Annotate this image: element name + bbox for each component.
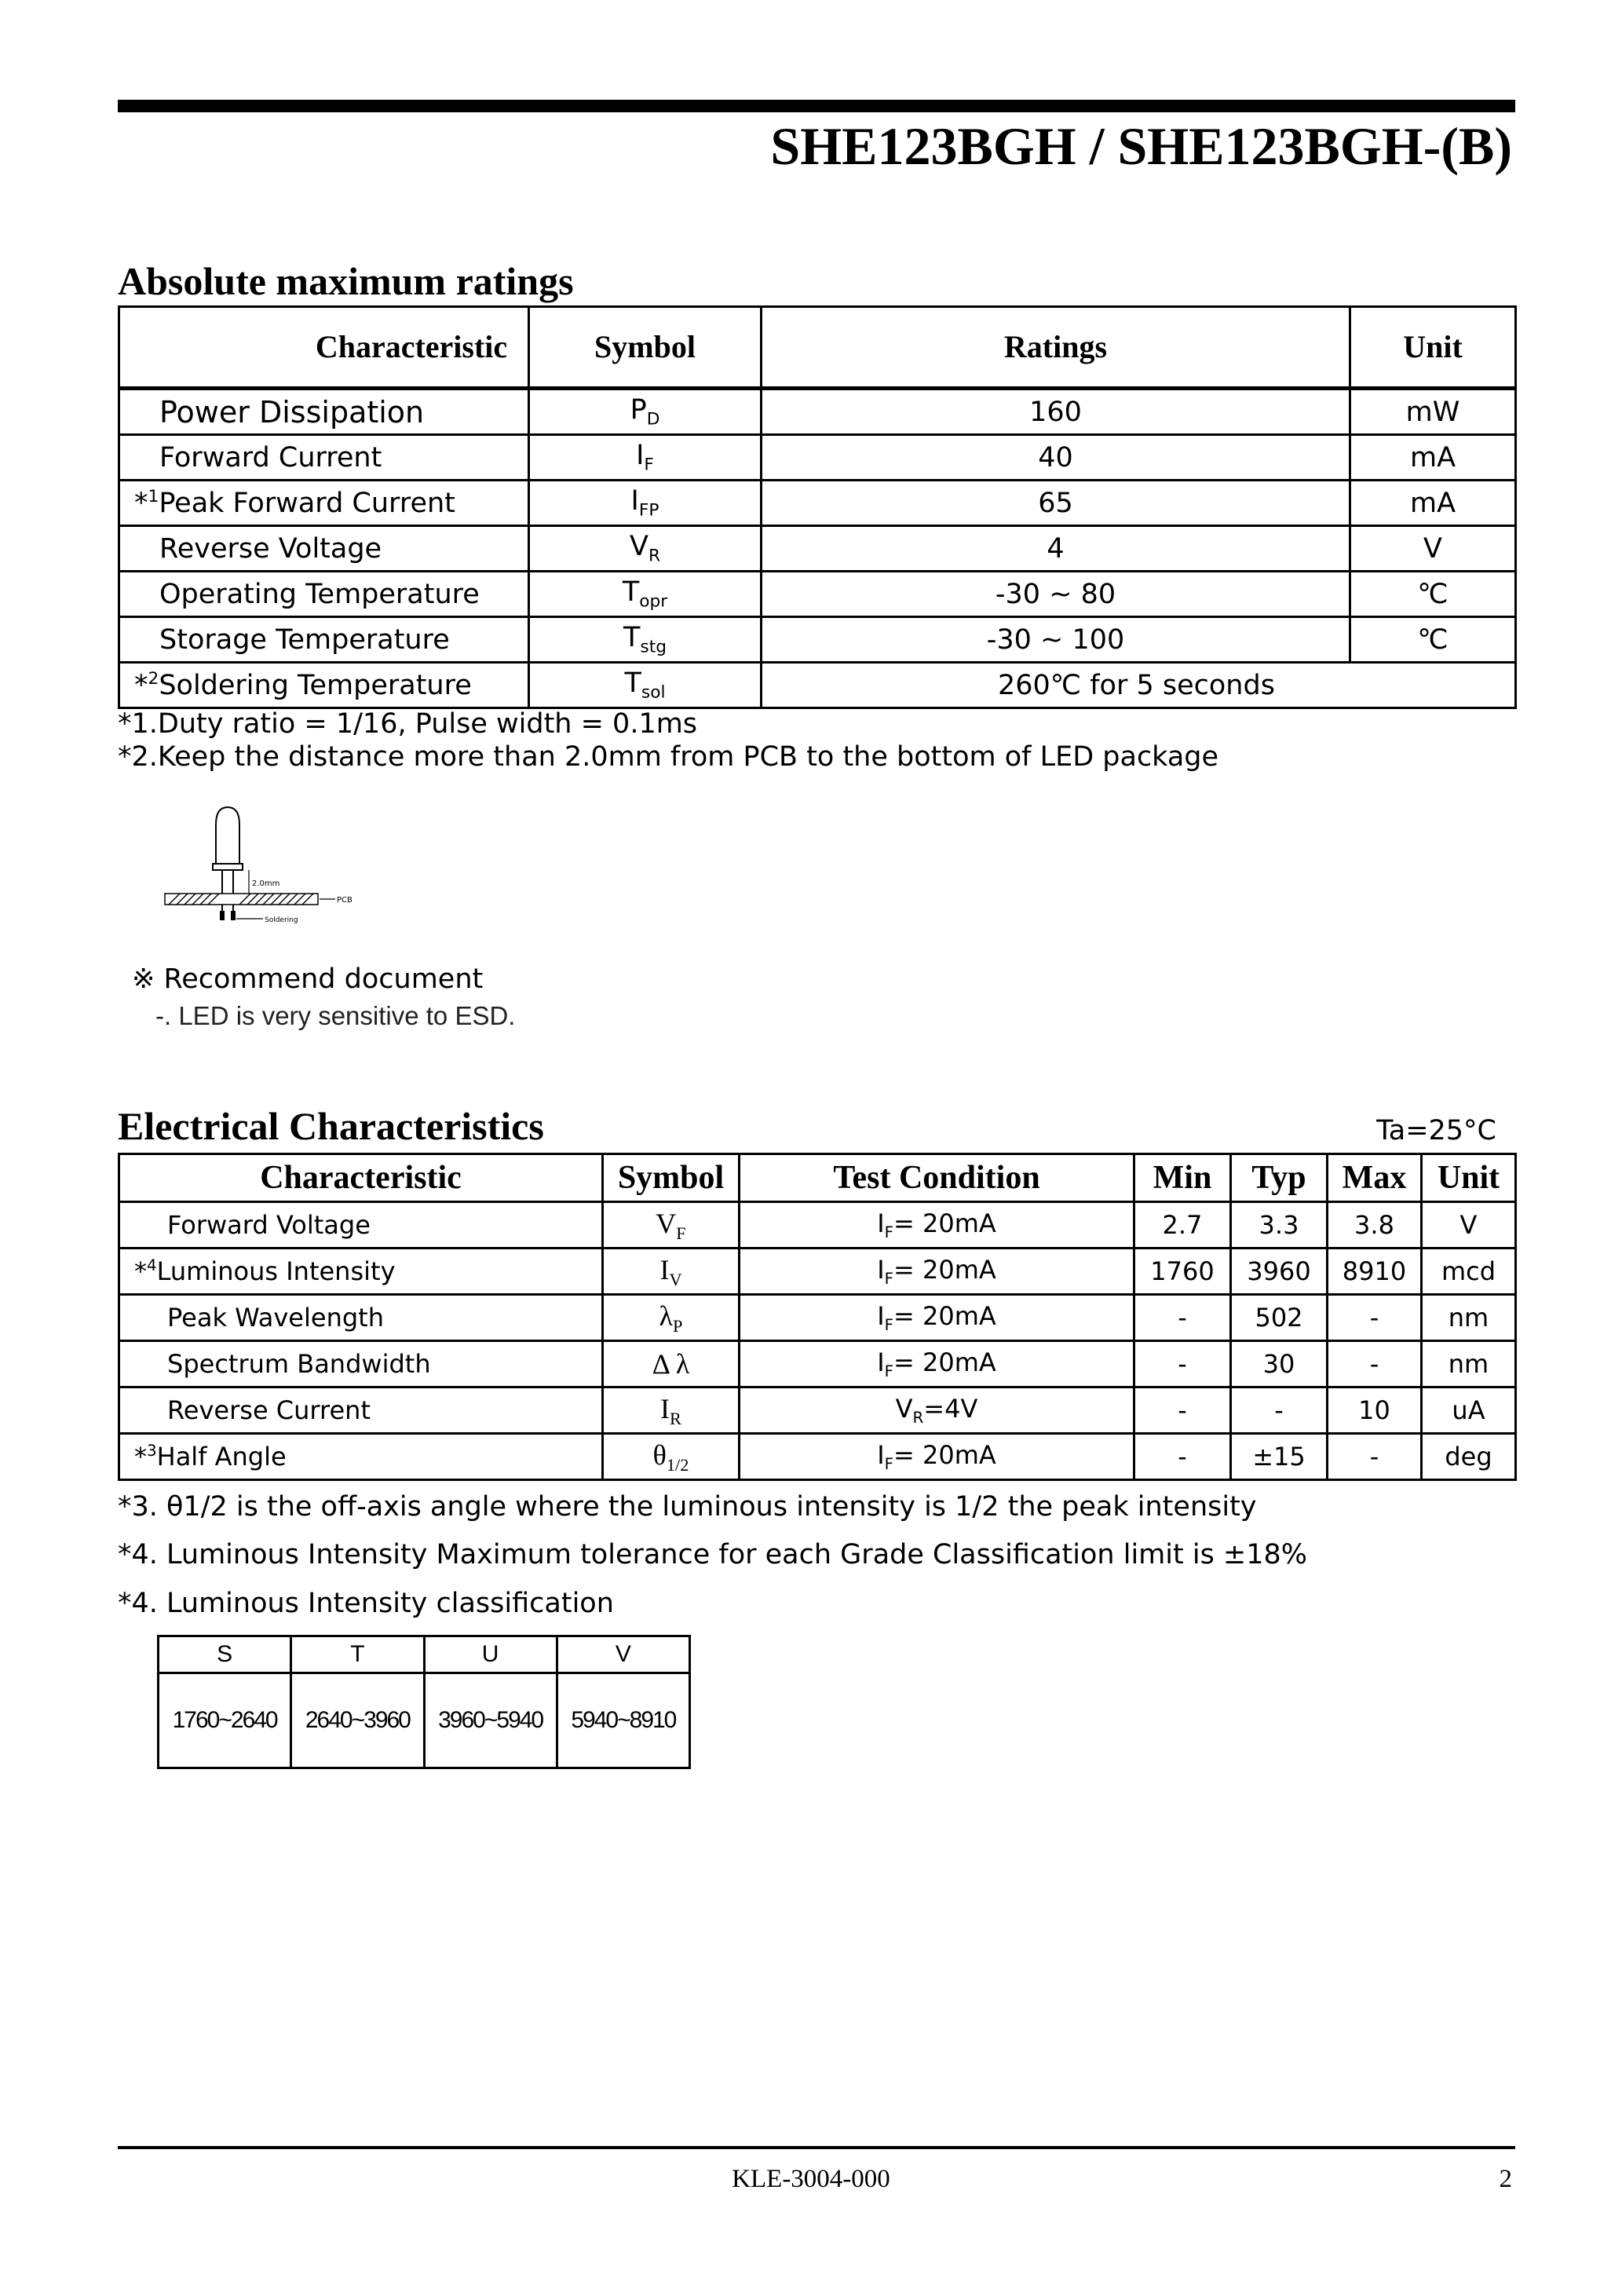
characteristic-name: Storage Temperature — [159, 623, 450, 656]
symbol: T — [623, 622, 641, 654]
rating-cell: 160 — [762, 389, 1350, 435]
condition-symbol: V — [895, 1394, 913, 1424]
classification-range-row — [159, 1673, 690, 1768]
electrical-row — [119, 1387, 1516, 1434]
header-test-condition: Test Condition — [740, 1154, 1134, 1202]
symbol-cell — [603, 1341, 740, 1387]
characteristic-cell — [119, 572, 529, 617]
max-cell: 10 — [1328, 1387, 1422, 1434]
electrical-title: Electrical Characteristics — [118, 1104, 544, 1148]
characteristic-name: Luminous Intensity — [156, 1256, 396, 1286]
symbol-cell — [529, 389, 762, 435]
ambient-temperature-note: Ta=25°C — [1376, 1115, 1496, 1146]
characteristic-cell — [119, 435, 529, 481]
classification-table — [157, 1635, 691, 1769]
abs-max-header-row — [119, 307, 1516, 389]
symbol-subscript: sol — [641, 682, 666, 703]
electrical-row — [119, 1341, 1516, 1387]
footnote-marker: * — [134, 670, 148, 701]
footnote-marker: * — [134, 1442, 147, 1472]
rating-cell: 65 — [762, 481, 1350, 526]
footnote-marker: * — [134, 488, 148, 519]
header-symbol: Symbol — [603, 1154, 740, 1202]
abs-max-row — [119, 617, 1516, 663]
condition-subscript: F — [884, 1223, 894, 1241]
abs-max-note-1: *1.Duty ratio = 1/16, Pulse width = 0.1ms — [118, 708, 698, 740]
characteristic-cell — [119, 1249, 603, 1295]
symbol: V — [656, 1207, 677, 1239]
symbol: T — [624, 667, 641, 700]
electrical-row — [119, 1249, 1516, 1295]
characteristic-name: Peak Forward Current — [159, 488, 455, 519]
symbol-cell — [603, 1387, 740, 1434]
range-cell: 3960~5940 — [424, 1673, 557, 1768]
abs-max-title: Absolute maximum ratings — [118, 259, 574, 303]
characteristic-cell — [119, 1387, 603, 1434]
condition-symbol: I — [877, 1301, 885, 1332]
symbol: λ — [659, 1300, 674, 1332]
typ-cell: 3.3 — [1231, 1202, 1328, 1249]
max-cell: 8910 — [1328, 1249, 1422, 1295]
electrical-note-3: *3. θ1/2 is the off-axis angle where the luminous intensity is 1/2 the peak intensity — [118, 1491, 1257, 1523]
symbol: I — [636, 440, 645, 472]
led-flange — [213, 864, 243, 870]
symbol: I — [659, 1253, 670, 1285]
condition-subscript: F — [884, 1362, 894, 1380]
symbol-subscript: F — [644, 455, 654, 475]
dimension-label: 2.0mm — [252, 879, 280, 888]
document-code: KLE-3004-000 — [732, 2165, 890, 2193]
header-typ: Typ — [1231, 1154, 1328, 1202]
min-cell: - — [1134, 1341, 1231, 1387]
abs-max-row — [119, 526, 1516, 572]
symbol-subscript: R — [670, 1408, 681, 1428]
grade-cell: S — [159, 1636, 291, 1673]
symbol: θ — [652, 1439, 667, 1471]
characteristic-name: Spectrum Bandwidth — [167, 1349, 431, 1379]
abs-max-table — [118, 305, 1517, 709]
characteristic-cell — [119, 663, 529, 708]
condition-subscript: R — [912, 1408, 924, 1427]
symbol-subscript: D — [646, 409, 660, 430]
range-cell: 1760~2640 — [159, 1673, 291, 1768]
characteristic-cell — [119, 1295, 603, 1341]
symbol-subscript: FP — [638, 500, 659, 521]
characteristic-name: Operating Temperature — [159, 578, 480, 610]
abs-max-row — [119, 572, 1516, 617]
led-body — [216, 807, 239, 864]
top-rule — [118, 100, 1515, 112]
rating-cell: 40 — [762, 435, 1350, 481]
characteristic-name: Power Dissipation — [159, 394, 425, 430]
symbol: P — [630, 394, 647, 426]
characteristic-cell — [119, 481, 529, 526]
characteristic-cell — [119, 1341, 603, 1387]
unit-cell: mA — [1350, 435, 1516, 481]
esd-note: -. LED is very sensitive to ESD. — [155, 1001, 516, 1030]
typ-cell: 30 — [1231, 1341, 1328, 1387]
electrical-note-4-tolerance: *4. Luminous Intensity Maximum tolerance for each Grade Classification limit is ±18% — [118, 1539, 1308, 1570]
solder-joint-right — [231, 911, 236, 920]
footnote-number: 3 — [147, 1442, 157, 1461]
unit-cell: deg — [1422, 1434, 1516, 1480]
classification-grade-row — [159, 1636, 690, 1673]
symbol-cell — [529, 572, 762, 617]
symbol-subscript: opr — [639, 591, 668, 612]
symbol: I — [630, 485, 639, 517]
symbol-cell — [529, 663, 762, 708]
abs-max-row — [119, 435, 1516, 481]
abs-max-note-2: *2.Keep the distance more than 2.0mm from PCB to the bottom of LED package — [118, 741, 1219, 773]
symbol-cell — [529, 435, 762, 481]
electrical-row — [119, 1295, 1516, 1341]
characteristic-name: Soldering Temperature — [159, 670, 472, 701]
condition-subscript: F — [884, 1315, 894, 1334]
condition-symbol: I — [877, 1208, 885, 1239]
electrical-table — [118, 1153, 1517, 1481]
symbol-cell — [529, 617, 762, 663]
symbol-cell — [603, 1249, 740, 1295]
header-symbol: Symbol — [529, 307, 762, 389]
condition-symbol: I — [877, 1347, 885, 1378]
condition-value: = 20mA — [893, 1255, 996, 1285]
document-title: SHE123BGH / SHE123BGH-(B) — [770, 116, 1512, 176]
characteristic-name: Half Angle — [156, 1442, 287, 1472]
page-number: 2 — [1499, 2165, 1512, 2193]
unit-cell: nm — [1422, 1341, 1516, 1387]
header-min: Min — [1134, 1154, 1231, 1202]
condition-value: = 20mA — [893, 1440, 996, 1471]
condition-value: =4V — [923, 1394, 978, 1424]
grade-cell: V — [557, 1636, 689, 1673]
characteristic-name: Reverse Voltage — [159, 532, 382, 565]
condition-value: = 20mA — [893, 1301, 996, 1332]
footnote-number: 2 — [148, 668, 159, 689]
header-unit: Unit — [1350, 307, 1516, 389]
condition-value: = 20mA — [893, 1347, 996, 1378]
max-cell: 3.8 — [1328, 1202, 1422, 1249]
symbol: V — [629, 531, 648, 563]
condition-symbol: I — [877, 1440, 885, 1471]
min-cell: - — [1134, 1434, 1231, 1480]
characteristic-cell — [119, 617, 529, 663]
test-condition-cell — [740, 1341, 1134, 1387]
symbol-subscript: stg — [640, 637, 667, 657]
min-cell: - — [1134, 1387, 1231, 1434]
solder-joint-left — [220, 911, 225, 920]
electrical-note-4-classification: *4. Luminous Intensity classification — [118, 1588, 614, 1619]
characteristic-name: Peak Wavelength — [167, 1303, 384, 1333]
unit-cell: mcd — [1422, 1249, 1516, 1295]
symbol-cell — [603, 1202, 740, 1249]
characteristic-cell — [119, 1202, 603, 1249]
characteristic-cell — [119, 389, 529, 435]
unit-cell: V — [1350, 526, 1516, 572]
header-characteristic: Characteristic — [119, 1154, 603, 1202]
electrical-row — [119, 1434, 1516, 1480]
symbol-subscript: V — [669, 1269, 682, 1289]
typ-cell: ±15 — [1231, 1434, 1328, 1480]
typ-cell: 502 — [1231, 1295, 1328, 1341]
header-unit: Unit — [1422, 1154, 1516, 1202]
condition-subscript: F — [884, 1269, 894, 1288]
footnote-number: 1 — [148, 486, 159, 506]
recommend-document-title: ※ Recommend document — [132, 963, 484, 995]
led-soldering-diagram — [161, 801, 357, 930]
header-ratings: Ratings — [762, 307, 1350, 389]
condition-subscript: F — [884, 1454, 894, 1473]
unit-cell: mW — [1350, 389, 1516, 435]
characteristic-name: Forward Current — [159, 441, 382, 473]
soldering-label: Soldering — [265, 916, 298, 924]
min-cell: 2.7 — [1134, 1202, 1231, 1249]
symbol: Δ λ — [652, 1348, 690, 1380]
symbol: T — [622, 576, 640, 609]
test-condition-cell — [740, 1202, 1134, 1249]
symbol-cell — [603, 1434, 740, 1480]
max-cell: - — [1328, 1434, 1422, 1480]
unit-cell: V — [1422, 1202, 1516, 1249]
bottom-rule — [118, 2146, 1515, 2149]
unit-cell: uA — [1422, 1387, 1516, 1434]
typ-cell: 3960 — [1231, 1249, 1328, 1295]
header-max: Max — [1328, 1154, 1422, 1202]
rating-cell: 260℃ for 5 seconds — [762, 663, 1516, 708]
footnote-marker: * — [134, 1256, 147, 1286]
range-cell: 5940~8910 — [557, 1673, 689, 1768]
symbol-subscript: F — [676, 1223, 686, 1243]
abs-max-row — [119, 481, 1516, 526]
characteristic-cell — [119, 1434, 603, 1480]
unit-cell: nm — [1422, 1295, 1516, 1341]
characteristic-name: Forward Voltage — [167, 1210, 371, 1240]
symbol-cell — [603, 1295, 740, 1341]
abs-max-row — [119, 389, 1516, 435]
header-characteristic: Characteristic — [119, 307, 529, 389]
rating-cell: -30 ~ 80 — [762, 572, 1350, 617]
symbol: I — [660, 1392, 670, 1424]
characteristic-name: Reverse Current — [167, 1395, 371, 1425]
characteristic-cell — [119, 526, 529, 572]
typ-cell: - — [1231, 1387, 1328, 1434]
test-condition-cell — [740, 1295, 1134, 1341]
max-cell: - — [1328, 1341, 1422, 1387]
max-cell: - — [1328, 1295, 1422, 1341]
rating-cell: -30 ~ 100 — [762, 617, 1350, 663]
abs-max-row — [119, 663, 1516, 708]
test-condition-cell — [740, 1434, 1134, 1480]
symbol-subscript: R — [648, 546, 661, 566]
unit-cell: ℃ — [1350, 572, 1516, 617]
grade-cell: T — [291, 1636, 424, 1673]
unit-cell: mA — [1350, 481, 1516, 526]
electrical-header-row — [119, 1154, 1516, 1202]
test-condition-cell — [740, 1387, 1134, 1434]
range-cell: 2640~3960 — [291, 1673, 424, 1768]
unit-cell: ℃ — [1350, 617, 1516, 663]
symbol-subscript: 1/2 — [666, 1454, 689, 1475]
grade-cell: U — [424, 1636, 557, 1673]
condition-symbol: I — [877, 1255, 885, 1285]
symbol-subscript: P — [673, 1315, 683, 1336]
pcb-label: PCB — [337, 896, 353, 905]
symbol-cell — [529, 481, 762, 526]
condition-value: = 20mA — [893, 1208, 996, 1239]
symbol-cell — [529, 526, 762, 572]
rating-cell: 4 — [762, 526, 1350, 572]
min-cell: 1760 — [1134, 1249, 1231, 1295]
footnote-number: 4 — [147, 1256, 157, 1275]
test-condition-cell — [740, 1249, 1134, 1295]
min-cell: - — [1134, 1295, 1231, 1341]
electrical-row — [119, 1202, 1516, 1249]
